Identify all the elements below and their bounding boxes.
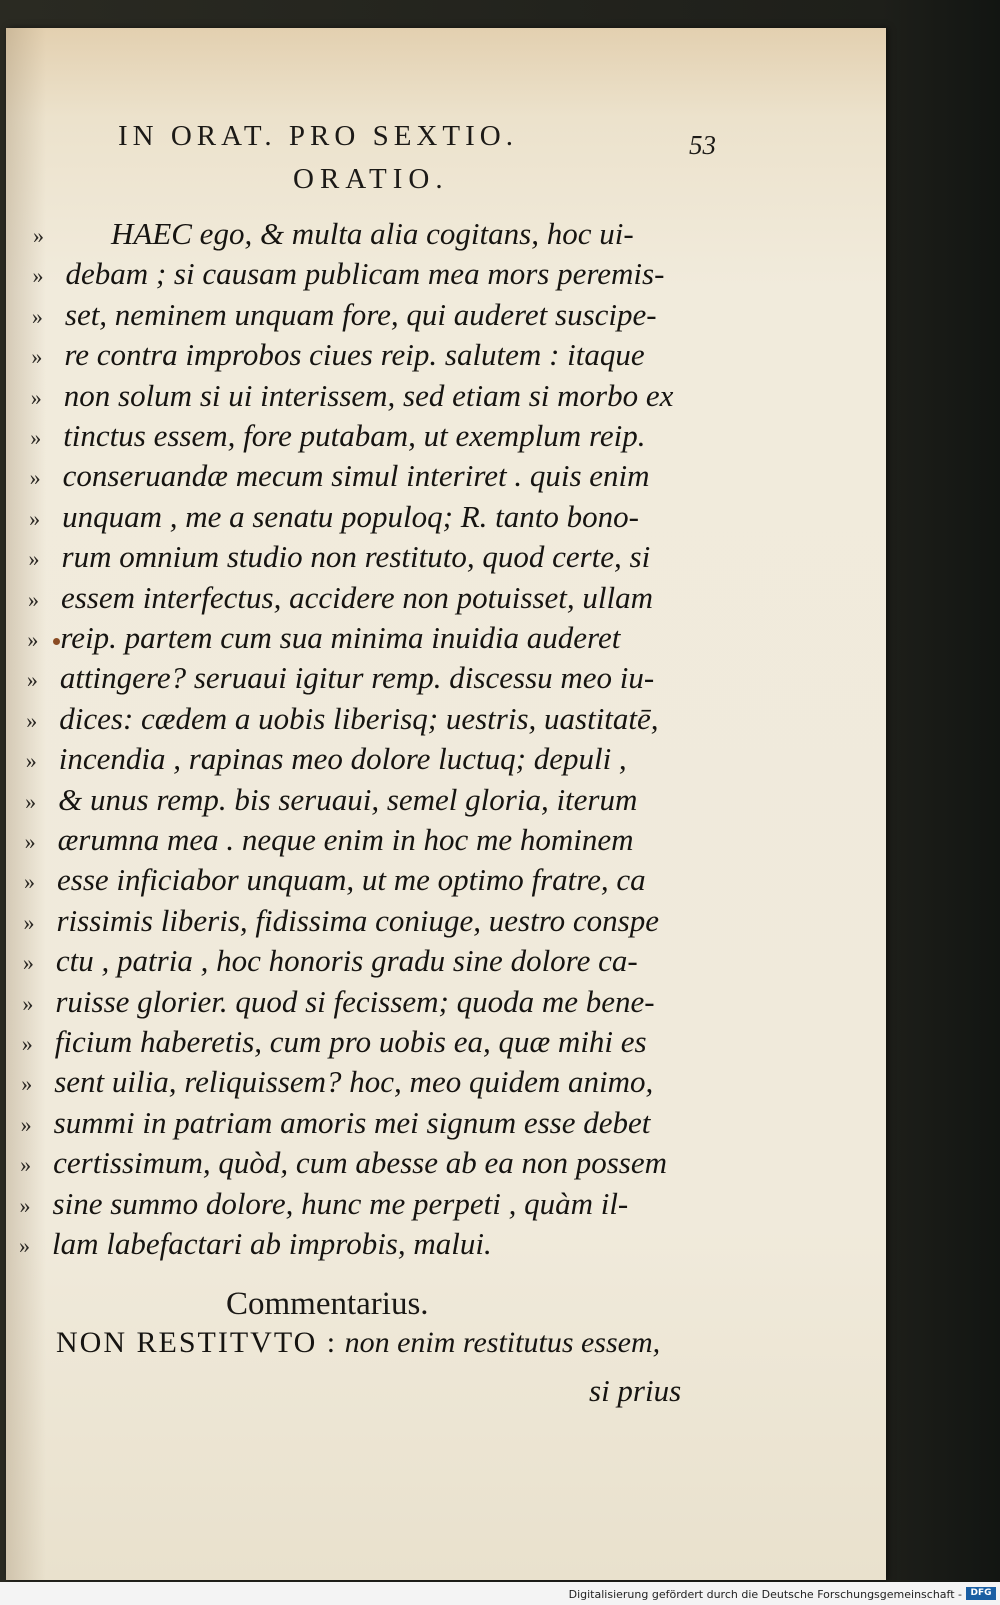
quote-mark [21,1105,47,1145]
text-line: debam ; si causam publicam mea mors peremis- [65,256,665,292]
running-head: IN ORAT. PRO SEXTIO. [118,120,518,152]
text-line: & unus remp. bis seruaui, semel gloria, iterum [58,781,638,817]
quote-mark [30,418,56,458]
quote-mark [29,539,55,579]
quote-mark [33,216,59,256]
text-line: ctu , patria , hoc honoris gradu sine dolore ca- [55,943,638,979]
quote-mark [21,1064,47,1104]
commentary-lemma: NON RESTITVTO : [56,1326,338,1359]
quote-mark [26,701,52,741]
catchword: si prius [589,1373,682,1408]
book-page [6,28,886,1580]
text-line: ærumna mea . neque enim in hoc me hominem [57,822,634,857]
quote-mark [24,862,50,902]
quote-mark [25,782,51,822]
footer-credit: Digitalisierung gefördert durch die Deutsche Forschungsgemeinschaft - [568,1588,962,1601]
quote-mark [25,822,51,862]
text-line: conseruandæ mecum simul interiret . quis enim [62,458,650,494]
ink-spot [53,638,60,645]
text-line: re contra improbos ciues reip. salutem : itaque [64,337,645,373]
dfg-logo: DFG [966,1587,996,1600]
section-title: ORATIO. [293,163,449,195]
quote-mark [20,1145,46,1185]
quote-mark [23,903,49,943]
page-number: 53 [689,130,716,160]
commentary-gloss: non enim restitutus essem, [344,1326,661,1359]
quote-mark [23,943,49,983]
text-line: HAEC ego, & multa alia cogitans, hoc ui- [111,216,634,251]
commentary-line [56,1326,660,1360]
text-line: lam labefactari ab improbis, malui. [52,1226,492,1261]
text-line: ficium haberetis, cum pro uobis ea, quæ mihi es [54,1024,647,1059]
quote-mark [28,580,54,620]
text-line: rissimis liberis, fidissima coniuge, uestro conspe [56,902,659,938]
text-line: esse inficiabor unquam, ut me optimo fratre, ca [57,862,646,898]
text-line: tinctus essem, fore putabam, ut exemplum reip. [63,418,646,453]
quote-mark [26,741,52,781]
quote-mark [22,1024,48,1064]
text-line: essem interfectus, accidere non potuisset, ullam [60,579,653,615]
text-line: rum omnium studio non restituto, quod certe, si [61,539,651,575]
text-line: sent uilia, reliquissem? hoc, meo quidem animo, [54,1064,654,1100]
text-line: attingere? seruaui igitur remp. discessu meo iu- [59,660,655,696]
text-line: reip. partem cum sua minima inuidia auderet [60,620,621,655]
text-line: non solum si ui interissem, sed etiam si morbo ex [63,377,674,413]
quote-mark [31,378,57,418]
quote-mark [30,458,56,498]
text-line: set, neminem unquam fore, qui auderet suscipe- [64,296,657,332]
quote-mark [29,499,55,539]
text-line: certissimum, quòd, cum abesse ab ea non possem [53,1145,668,1181]
quote-mark [27,620,53,660]
quote-mark [32,297,58,337]
text-line: incendia , rapinas meo dolore luctuq; depuli , [58,741,627,777]
text-line: summi in patriam amoris mei signum esse debet [53,1104,651,1140]
text-line: unquam , me a senatu populoq; R. tanto bono- [62,498,639,534]
quote-mark [32,256,58,296]
text-line: sine summo dolore, hunc me perpeti , quàm il- [52,1185,629,1221]
quote-mark [27,660,53,700]
commentary-heading: Commentarius. [226,1286,429,1322]
quote-mark [22,984,48,1024]
quote-mark [31,337,57,377]
quote-mark [19,1226,45,1266]
quote-mark [20,1186,46,1226]
text-line: ruisse glorier. quod si fecissem; quoda me bene- [55,983,655,1019]
text-line: dices: cædem a uobis liberisq; uestris, uastitatē, [59,700,659,736]
